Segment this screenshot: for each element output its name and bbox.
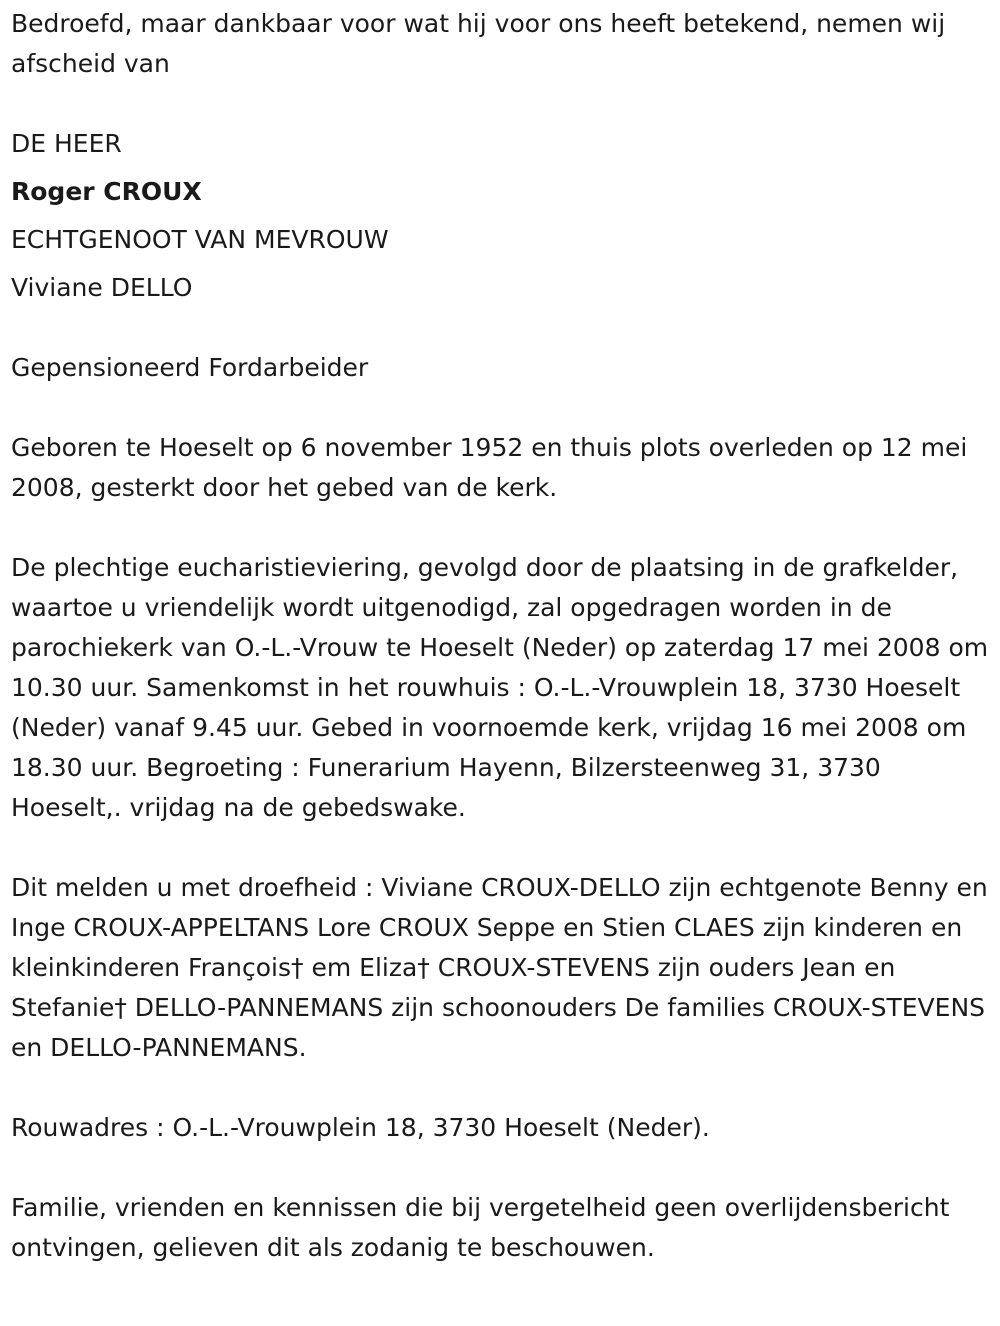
family-paragraph: Dit melden u met droefheid : Viviane CROUX-DELLO zijn echtgenote Benny en Inge CROUX-APPELTANS Lore CROUX Seppe en Stien CLAES zijn kinderen en kleinkinderen François† em Eliza† CROUX-STEVENS zijn ouders Jean en Stefanie† DELLO-PANNEMANS zijn schoonouders De families CROUX-STEVENS en DELLO-PANNEMANS. — [11, 873, 988, 1062]
spouse-name: Viviane DELLO — [11, 273, 193, 302]
deceased-title: DE HEER — [11, 129, 122, 158]
deceased-name: Roger CROUX — [11, 177, 202, 206]
ceremony-paragraph: De plechtige eucharistieviering, gevolgd door de plaatsing in de grafkelder, waartoe u vriendelijk wordt uitgenodigd, zal opgedragen worden in de parochiekerk van O.-L.-Vrouw te Hoeselt (Neder) op zaterdag 17 mei 2008 om 10.30 uur. Samenkomst in het rouwhuis : O.-L.-Vrouwplein 18, 3730 Hoeselt (Neder) vanaf 9.45 uur. Gebed in voornoemde kerk, vrijdag 16 mei 2008 om 18.30 uur. Begroeting : Funerarium Hayenn, Bilzersteenweg 31, 3730 Hoeselt,. vrijdag na de gebedswake. — [11, 553, 989, 822]
closing-paragraph: Familie, vrienden en kennissen die bij vergetelheid geen overlijdensbericht ontvingen, gelieven dit als zodanig te beschouwen. — [11, 1193, 950, 1262]
intro-paragraph: Bedroefd, maar dankbaar voor wat hij voor ons heeft betekend, nemen wij afscheid van — [11, 9, 946, 78]
address-paragraph: Rouwadres : O.-L.-Vrouwplein 18, 3730 Hoeselt (Neder). — [11, 1113, 710, 1142]
spouse-line: ECHTGENOOT VAN MEVROUW — [11, 225, 389, 254]
occupation: Gepensioneerd Fordarbeider — [11, 353, 369, 382]
birth-death-paragraph: Geboren te Hoeselt op 6 november 1952 en thuis plots overleden op 12 mei 2008, gesterkt door het gebed van de kerk. — [11, 433, 968, 502]
obituary-document — [11, 4, 991, 1268]
